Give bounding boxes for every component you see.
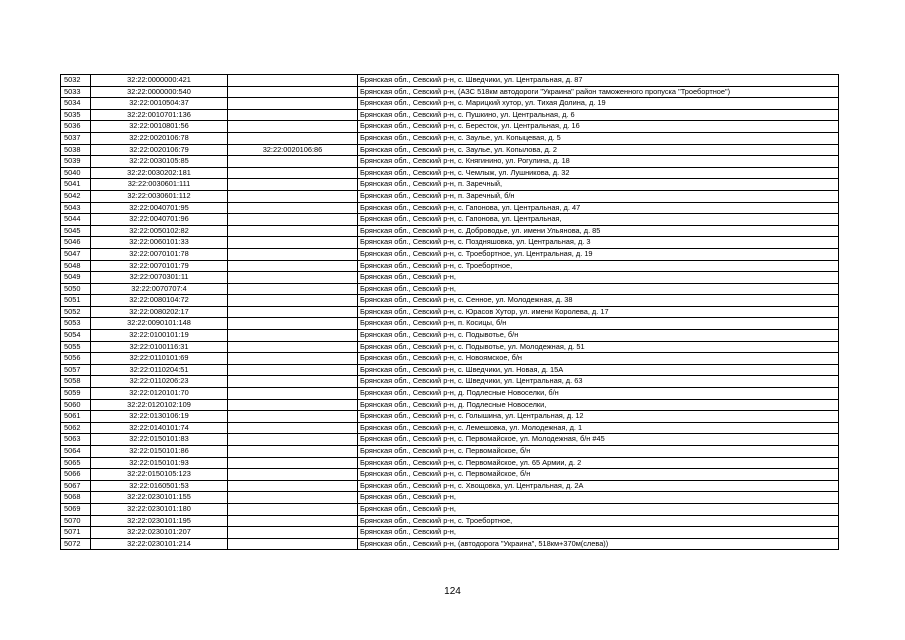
address-cell: Брянская обл., Севский р-н, (автодорога "Украина", 518км+370м(слева)) [358,538,839,550]
previous-number-cell [228,109,358,121]
cadastral-number-cell: 32:22:0030601:112 [91,190,228,202]
previous-number-cell [228,156,358,168]
row-number-cell: 5064 [61,446,91,458]
previous-number-cell [228,515,358,527]
table-row [61,109,839,121]
row-number-cell: 5065 [61,457,91,469]
cadastral-number-cell: 32:22:0070101:79 [91,260,228,272]
previous-number-cell [228,388,358,400]
cadastral-number-cell: 32:22:0000000:421 [91,75,228,87]
previous-number-cell [228,422,358,434]
address-cell: Брянская обл., Севский р-н, [358,527,839,539]
row-number-cell: 5050 [61,283,91,295]
previous-number-cell [228,283,358,295]
row-number-cell: 5071 [61,527,91,539]
address-cell: Брянская обл., Севский р-н, с. Поздняшовка, ул. Центральная, д. 3 [358,237,839,249]
row-number-cell: 5053 [61,318,91,330]
row-number-cell: 5052 [61,306,91,318]
previous-number-cell [228,364,358,376]
cadastral-number-cell: 32:22:0010701:136 [91,109,228,121]
address-cell: Брянская обл., Севский р-н, п. Заречный, б/н [358,190,839,202]
cadastral-number-cell: 32:22:0000000:540 [91,86,228,98]
previous-number-cell [228,503,358,515]
table-row [61,364,839,376]
cadastral-number-cell: 32:22:0230101:214 [91,538,228,550]
cadastral-number-cell: 32:22:0070301:11 [91,272,228,284]
cadastral-number-cell: 32:22:0040701:95 [91,202,228,214]
table-row [61,411,839,423]
address-cell: Брянская обл., Севский р-н, с. Бересток, ул. Центральная, д. 16 [358,121,839,133]
cadastral-number-cell: 32:22:0030202:181 [91,167,228,179]
previous-number-cell [228,434,358,446]
address-cell: Брянская обл., Севский р-н, с. Голышина, ул. Центральная, д. 12 [358,411,839,423]
previous-number-cell [228,167,358,179]
row-number-cell: 5055 [61,341,91,353]
row-number-cell: 5036 [61,121,91,133]
previous-number-cell [228,179,358,191]
previous-number-cell [228,237,358,249]
table-row [61,341,839,353]
row-number-cell: 5069 [61,503,91,515]
cadastral-number-cell: 32:22:0020106:78 [91,132,228,144]
table-row [61,202,839,214]
table-row [61,503,839,515]
row-number-cell: 5038 [61,144,91,156]
table-row [61,353,839,365]
table-row [61,446,839,458]
table-row [61,167,839,179]
address-cell: Брянская обл., Севский р-н, с. Пушкино, ул. Центральная, д. 6 [358,109,839,121]
row-number-cell: 5072 [61,538,91,550]
cadastral-number-cell: 32:22:0230101:180 [91,503,228,515]
address-cell: Брянская обл., Севский р-н, с. Первомайское, ул. Молодежная, б/н #45 [358,434,839,446]
row-number-cell: 5054 [61,330,91,342]
address-cell: Брянская обл., Севский р-н, с. Подывотье, ул. Молодежная, д. 51 [358,341,839,353]
table-row [61,225,839,237]
table-row [61,272,839,284]
table-row [61,156,839,168]
address-cell: Брянская обл., Севский р-н, с. Доброводье, ул. имени Ульянова, д. 85 [358,225,839,237]
table-row [61,538,839,550]
cadastral-number-cell: 32:22:0040701:96 [91,214,228,226]
cadastral-number-cell: 32:22:0030601:111 [91,179,228,191]
row-number-cell: 5067 [61,480,91,492]
row-number-cell: 5035 [61,109,91,121]
previous-number-cell: 32:22:0020106:86 [228,144,358,156]
address-cell: Брянская обл., Севский р-н, п. Заречный, [358,179,839,191]
table-row [61,75,839,87]
row-number-cell: 5039 [61,156,91,168]
address-cell: Брянская обл., Севский р-н, п. Косицы, б/н [358,318,839,330]
table-row [61,469,839,481]
previous-number-cell [228,457,358,469]
cadastral-number-cell: 32:22:0100101:19 [91,330,228,342]
previous-number-cell [228,190,358,202]
table-row [61,515,839,527]
previous-number-cell [228,121,358,133]
address-cell: Брянская обл., Севский р-н, [358,492,839,504]
table-row [61,457,839,469]
cadastral-number-cell: 32:22:0090101:148 [91,318,228,330]
cadastral-number-cell: 32:22:0080104:72 [91,295,228,307]
address-cell: Брянская обл., Севский р-н, с. Юрасов Хутор, ул. имени Королева, д. 17 [358,306,839,318]
cadastral-number-cell: 32:22:0150101:83 [91,434,228,446]
row-number-cell: 5046 [61,237,91,249]
row-number-cell: 5059 [61,388,91,400]
address-cell: Брянская обл., Севский р-н, с. Гапонова, ул. Центральная, д. 47 [358,202,839,214]
previous-number-cell [228,86,358,98]
address-cell: Брянская обл., Севский р-н, д. Подлесные Новоселки, [358,399,839,411]
cadastral-number-cell: 32:22:0120101:70 [91,388,228,400]
cadastral-number-cell: 32:22:0120102:109 [91,399,228,411]
row-number-cell: 5068 [61,492,91,504]
cadastral-number-cell: 32:22:0030105:85 [91,156,228,168]
address-cell: Брянская обл., Севский р-н, [358,503,839,515]
address-cell: Брянская обл., Севский р-н, с. Троебортное, [358,260,839,272]
cadastral-number-cell: 32:22:0080202:17 [91,306,228,318]
row-number-cell: 5049 [61,272,91,284]
row-number-cell: 5063 [61,434,91,446]
previous-number-cell [228,341,358,353]
previous-number-cell [228,225,358,237]
table-row [61,318,839,330]
previous-number-cell [228,353,358,365]
address-cell: Брянская обл., Севский р-н, с. Троебортное, ул. Центральная, д. 19 [358,248,839,260]
previous-number-cell [228,538,358,550]
address-cell: Брянская обл., Севский р-н, с. Марицкий хутор, ул. Тихая Долина, д. 19 [358,98,839,110]
previous-number-cell [228,527,358,539]
row-number-cell: 5066 [61,469,91,481]
previous-number-cell [228,132,358,144]
address-cell: Брянская обл., Севский р-н, с. Шведчики, ул. Центральная, д. 63 [358,376,839,388]
table-row [61,527,839,539]
previous-number-cell [228,376,358,388]
address-cell: Брянская обл., Севский р-н, с. Заулье, ул. Копыцевая, д. 5 [358,132,839,144]
address-cell: Брянская обл., Севский р-н, с. Гапонова, ул. Центральная, [358,214,839,226]
row-number-cell: 5056 [61,353,91,365]
previous-number-cell [228,202,358,214]
table-row [61,248,839,260]
previous-number-cell [228,480,358,492]
table-row [61,330,839,342]
address-cell: Брянская обл., Севский р-н, с. Троебортное, [358,515,839,527]
table-row [61,480,839,492]
table-row [61,306,839,318]
cadastral-number-cell: 32:22:0010801:56 [91,121,228,133]
cadastral-number-cell: 32:22:0010504:37 [91,98,228,110]
row-number-cell: 5034 [61,98,91,110]
cadastral-number-cell: 32:22:0230101:155 [91,492,228,504]
cadastral-number-cell: 32:22:0110101:69 [91,353,228,365]
row-number-cell: 5062 [61,422,91,434]
address-cell: Брянская обл., Севский р-н, с. Сенное, ул. Молодежная, д. 38 [358,295,839,307]
table-row [61,388,839,400]
table-row [61,121,839,133]
previous-number-cell [228,446,358,458]
row-number-cell: 5033 [61,86,91,98]
previous-number-cell [228,330,358,342]
table-row [61,434,839,446]
cadastral-number-cell: 32:22:0130106:19 [91,411,228,423]
row-number-cell: 5051 [61,295,91,307]
row-number-cell: 5041 [61,179,91,191]
row-number-cell: 5032 [61,75,91,87]
address-cell: Брянская обл., Севский р-н, с. Заулье, ул. Копылова, д. 2 [358,144,839,156]
previous-number-cell [228,411,358,423]
row-number-cell: 5045 [61,225,91,237]
row-number-cell: 5057 [61,364,91,376]
row-number-cell: 5043 [61,202,91,214]
previous-number-cell [228,272,358,284]
table-row [61,295,839,307]
address-cell: Брянская обл., Севский р-н, с. Первомайское, ул. 65 Армии, д. 2 [358,457,839,469]
cadastral-number-cell: 32:22:0150101:93 [91,457,228,469]
previous-number-cell [228,399,358,411]
row-number-cell: 5037 [61,132,91,144]
row-number-cell: 5070 [61,515,91,527]
cadastral-number-cell: 32:22:0150101:86 [91,446,228,458]
cadastral-number-cell: 32:22:0110204:51 [91,364,228,376]
table-row [61,98,839,110]
table-row [61,144,839,156]
previous-number-cell [228,295,358,307]
cadastral-number-cell: 32:22:0150105:123 [91,469,228,481]
cadastral-number-cell: 32:22:0060101:33 [91,237,228,249]
cadastral-number-cell: 32:22:0110206:23 [91,376,228,388]
address-cell: Брянская обл., Севский р-н, с. Первомайское, б/н [358,469,839,481]
table-row [61,399,839,411]
cadastral-number-cell: 32:22:0050102:82 [91,225,228,237]
row-number-cell: 5044 [61,214,91,226]
previous-number-cell [228,492,358,504]
address-cell: Брянская обл., Севский р-н, с. Чемлыж, ул. Лушникова, д. 32 [358,167,839,179]
registry-table [60,74,839,550]
table-row [61,132,839,144]
cadastral-number-cell: 32:22:0070707:4 [91,283,228,295]
cadastral-number-cell: 32:22:0020106:79 [91,144,228,156]
page-number: 124 [444,586,461,597]
address-cell: Брянская обл., Севский р-н, [358,272,839,284]
row-number-cell: 5042 [61,190,91,202]
registry-table-body [61,75,839,550]
table-row [61,179,839,191]
cadastral-number-cell: 32:22:0100116:31 [91,341,228,353]
table-row [61,283,839,295]
row-number-cell: 5060 [61,399,91,411]
previous-number-cell [228,469,358,481]
cadastral-number-cell: 32:22:0070101:78 [91,248,228,260]
previous-number-cell [228,260,358,272]
previous-number-cell [228,248,358,260]
table-row [61,260,839,272]
row-number-cell: 5061 [61,411,91,423]
address-cell: Брянская обл., Севский р-н, с. Первомайское, б/н [358,446,839,458]
table-row [61,190,839,202]
table-row [61,86,839,98]
row-number-cell: 5058 [61,376,91,388]
previous-number-cell [228,306,358,318]
table-row [61,376,839,388]
address-cell: Брянская обл., Севский р-н, с. Княгинино, ул. Рогулина, д. 18 [358,156,839,168]
address-cell: Брянская обл., Севский р-н, [358,283,839,295]
table-row [61,422,839,434]
cadastral-number-cell: 32:22:0230101:207 [91,527,228,539]
previous-number-cell [228,214,358,226]
cadastral-number-cell: 32:22:0230101:195 [91,515,228,527]
table-row [61,492,839,504]
table-row [61,237,839,249]
row-number-cell: 5048 [61,260,91,272]
cadastral-number-cell: 32:22:0160501:53 [91,480,228,492]
address-cell: Брянская обл., Севский р-н, с. Шведчики, ул. Центральная, д. 87 [358,75,839,87]
previous-number-cell [228,98,358,110]
row-number-cell: 5040 [61,167,91,179]
address-cell: Брянская обл., Севский р-н, с. Лемешовка, ул. Молодежная, д. 1 [358,422,839,434]
address-cell: Брянская обл., Севский р-н, с. Хвощовка, ул. Центральная, д. 2А [358,480,839,492]
row-number-cell: 5047 [61,248,91,260]
address-cell: Брянская обл., Севский р-н, (АЗС 518км автодороги "Украина" район таможенного пропуска "Троебортное") [358,86,839,98]
previous-number-cell [228,75,358,87]
address-cell: Брянская обл., Севский р-н, д. Подлесные Новоселки, б/н [358,388,839,400]
address-cell: Брянская обл., Севский р-н, с. Подывотье, б/н [358,330,839,342]
address-cell: Брянская обл., Севский р-н, с. Шведчики, ул. Новая, д. 15А [358,364,839,376]
table-row [61,214,839,226]
address-cell: Брянская обл., Севский р-н, с. Новоямское, б/н [358,353,839,365]
previous-number-cell [228,318,358,330]
cadastral-number-cell: 32:22:0140101:74 [91,422,228,434]
